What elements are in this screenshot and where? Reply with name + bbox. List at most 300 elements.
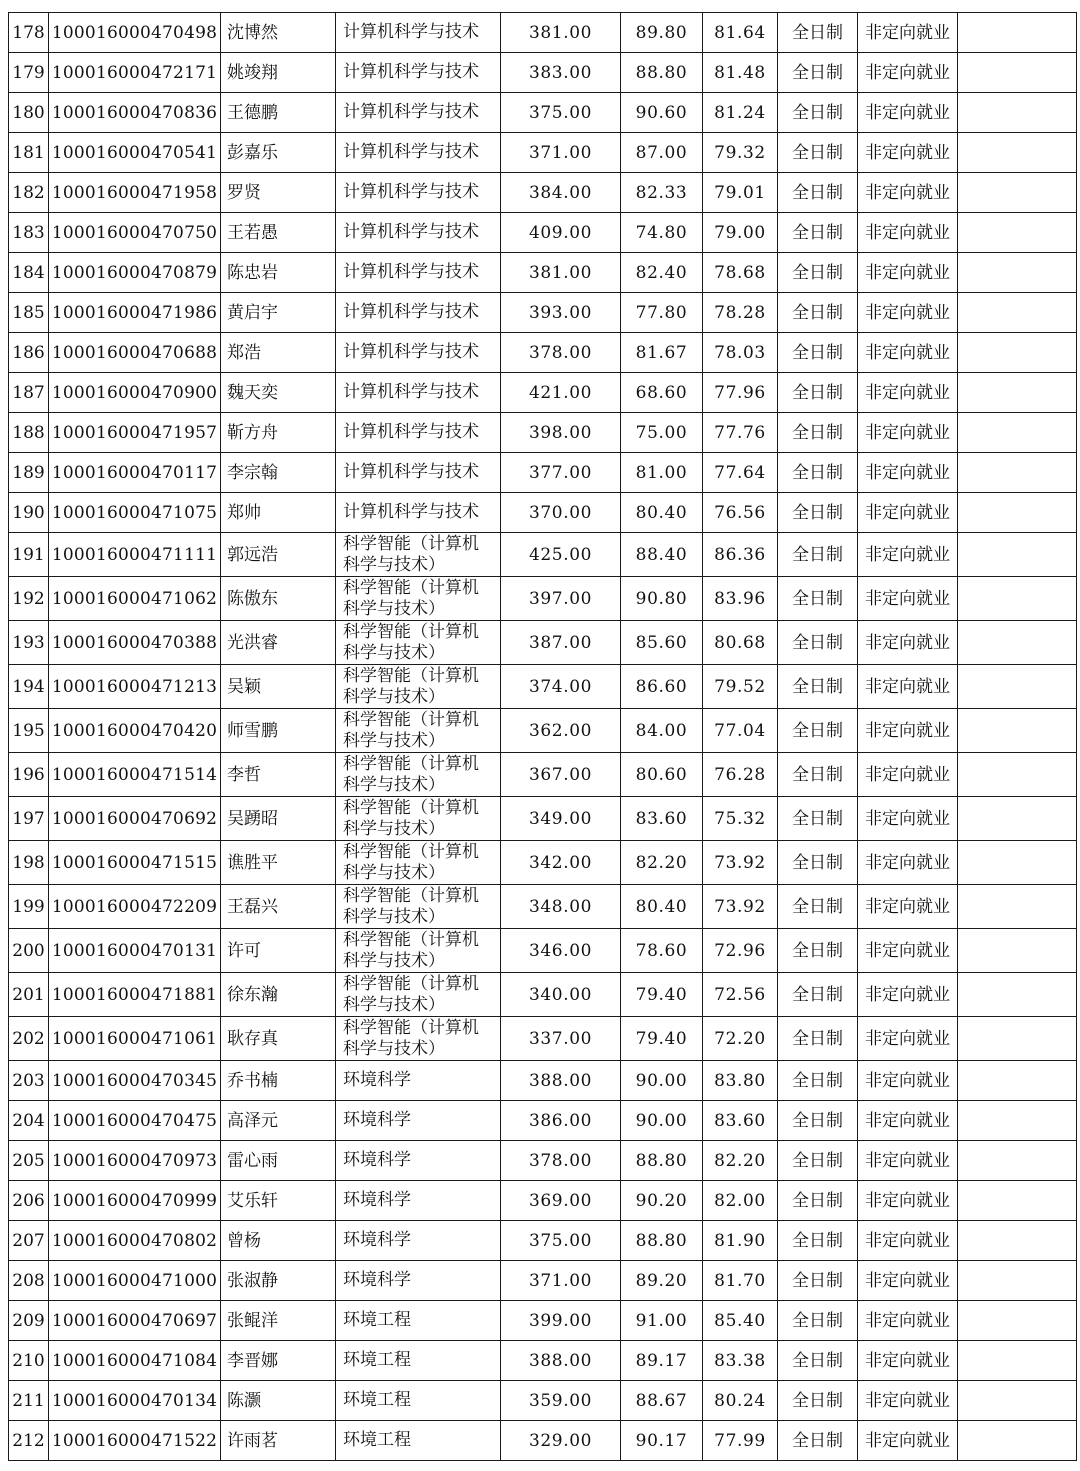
cell-seq-number: 184 (9, 253, 49, 293)
major-line: 计算机科学与技术 (343, 182, 479, 202)
table-row (9, 621, 1077, 665)
major-line: 科学智能（计算机 (343, 929, 479, 950)
cell-initial-score: 375.00 (501, 1221, 621, 1261)
cell-total-score: 83.96 (703, 577, 778, 621)
cell-seq-number: 197 (9, 797, 49, 841)
cell-note (958, 533, 1077, 577)
cell-major (336, 293, 501, 333)
cell-employment-direction: 非定向就业 (858, 973, 958, 1017)
cell-seq-number: 188 (9, 413, 49, 453)
cell-seq-number: 205 (9, 1141, 49, 1181)
cell-total-score: 72.96 (703, 929, 778, 973)
cell-employment-direction: 非定向就业 (858, 621, 958, 665)
cell-study-type: 全日制 (778, 929, 858, 973)
cell-candidate-name: 靳方舟 (221, 413, 336, 453)
cell-seq-number: 190 (9, 493, 49, 533)
cell-major (336, 665, 501, 709)
cell-major (336, 1221, 501, 1261)
cell-retest-score: 81.67 (621, 333, 703, 373)
cell-employment-direction: 非定向就业 (858, 53, 958, 93)
cell-retest-score: 90.00 (621, 1101, 703, 1141)
cell-seq-number: 201 (9, 973, 49, 1017)
cell-seq-number: 198 (9, 841, 49, 885)
cell-seq-number: 187 (9, 373, 49, 413)
cell-employment-direction: 非定向就业 (858, 929, 958, 973)
major-line: 计算机科学与技术 (343, 222, 479, 242)
major-line: 环境工程 (343, 1350, 411, 1370)
cell-candidate-name: 陈灏 (221, 1381, 336, 1421)
cell-seq-number: 195 (9, 709, 49, 753)
cell-candidate-name: 李晋娜 (221, 1341, 336, 1381)
cell-candidate-name: 陈忠岩 (221, 253, 336, 293)
cell-retest-score: 88.80 (621, 1221, 703, 1261)
cell-exam-id: 100016000471061 (49, 1017, 221, 1061)
cell-major (336, 885, 501, 929)
cell-note (958, 841, 1077, 885)
cell-study-type: 全日制 (778, 841, 858, 885)
cell-exam-id: 100016000471515 (49, 841, 221, 885)
table-row (9, 373, 1077, 413)
cell-total-score: 77.76 (703, 413, 778, 453)
cell-study-type: 全日制 (778, 1301, 858, 1341)
cell-employment-direction: 非定向就业 (858, 1017, 958, 1061)
cell-major (336, 797, 501, 841)
cell-candidate-name: 艾乐轩 (221, 1181, 336, 1221)
cell-study-type: 全日制 (778, 373, 858, 413)
cell-note (958, 1341, 1077, 1381)
cell-initial-score: 340.00 (501, 973, 621, 1017)
cell-seq-number: 199 (9, 885, 49, 929)
cell-exam-id: 100016000470802 (49, 1221, 221, 1261)
major-line: 计算机科学与技术 (343, 502, 479, 522)
cell-total-score: 75.32 (703, 797, 778, 841)
cell-seq-number: 202 (9, 1017, 49, 1061)
cell-seq-number: 183 (9, 213, 49, 253)
cell-initial-score: 378.00 (501, 333, 621, 373)
cell-study-type: 全日制 (778, 665, 858, 709)
cell-total-score: 81.70 (703, 1261, 778, 1301)
major-line: 计算机科学与技术 (343, 422, 479, 442)
cell-retest-score: 86.60 (621, 665, 703, 709)
cell-major (336, 1301, 501, 1341)
cell-initial-score: 370.00 (501, 493, 621, 533)
cell-major (336, 133, 501, 173)
cell-study-type: 全日制 (778, 1061, 858, 1101)
cell-seq-number: 186 (9, 333, 49, 373)
cell-employment-direction: 非定向就业 (858, 753, 958, 797)
cell-major (336, 13, 501, 53)
cell-study-type: 全日制 (778, 453, 858, 493)
cell-retest-score: 90.80 (621, 577, 703, 621)
cell-seq-number: 194 (9, 665, 49, 709)
cell-exam-id: 100016000470750 (49, 213, 221, 253)
cell-candidate-name: 黄启宇 (221, 293, 336, 333)
cell-note (958, 53, 1077, 93)
cell-seq-number: 200 (9, 929, 49, 973)
cell-major (336, 1101, 501, 1141)
table-row (9, 453, 1077, 493)
cell-retest-score: 83.60 (621, 797, 703, 841)
major-line: 科学与技术） (343, 730, 445, 751)
cell-initial-score: 367.00 (501, 753, 621, 797)
cell-retest-score: 81.00 (621, 453, 703, 493)
cell-total-score: 83.38 (703, 1341, 778, 1381)
major-line: 科学与技术） (343, 554, 445, 575)
cell-total-score: 73.92 (703, 885, 778, 929)
cell-study-type: 全日制 (778, 1181, 858, 1221)
table-row (9, 1261, 1077, 1301)
cell-initial-score: 377.00 (501, 453, 621, 493)
cell-employment-direction: 非定向就业 (858, 413, 958, 453)
cell-retest-score: 84.00 (621, 709, 703, 753)
cell-total-score: 78.68 (703, 253, 778, 293)
major-line: 科学智能（计算机 (343, 841, 479, 862)
cell-exam-id: 100016000470999 (49, 1181, 221, 1221)
cell-employment-direction: 非定向就业 (858, 1061, 958, 1101)
cell-note (958, 413, 1077, 453)
cell-seq-number: 209 (9, 1301, 49, 1341)
major-line: 计算机科学与技术 (343, 102, 479, 122)
cell-exam-id: 100016000471000 (49, 1261, 221, 1301)
cell-total-score: 78.03 (703, 333, 778, 373)
admission-list-table (8, 12, 1077, 1461)
cell-major (336, 253, 501, 293)
cell-candidate-name: 师雪鹏 (221, 709, 336, 753)
cell-exam-id: 100016000471986 (49, 293, 221, 333)
cell-total-score: 81.48 (703, 53, 778, 93)
major-line: 科学智能（计算机 (343, 753, 479, 774)
cell-total-score: 76.28 (703, 753, 778, 797)
cell-employment-direction: 非定向就业 (858, 1381, 958, 1421)
cell-seq-number: 206 (9, 1181, 49, 1221)
cell-total-score: 78.28 (703, 293, 778, 333)
cell-exam-id: 100016000471957 (49, 413, 221, 453)
cell-retest-score: 91.00 (621, 1301, 703, 1341)
cell-candidate-name: 王德鹏 (221, 93, 336, 133)
cell-study-type: 全日制 (778, 133, 858, 173)
cell-study-type: 全日制 (778, 13, 858, 53)
table-row (9, 93, 1077, 133)
cell-employment-direction: 非定向就业 (858, 373, 958, 413)
cell-seq-number: 204 (9, 1101, 49, 1141)
cell-employment-direction: 非定向就业 (858, 709, 958, 753)
cell-employment-direction: 非定向就业 (858, 533, 958, 577)
cell-exam-id: 100016000472171 (49, 53, 221, 93)
cell-initial-score: 329.00 (501, 1421, 621, 1461)
major-line: 环境科学 (343, 1070, 411, 1090)
cell-employment-direction: 非定向就业 (858, 293, 958, 333)
major-line: 科学智能（计算机 (343, 709, 479, 730)
cell-employment-direction: 非定向就业 (858, 1221, 958, 1261)
cell-note (958, 1381, 1077, 1421)
cell-candidate-name: 乔书楠 (221, 1061, 336, 1101)
cell-candidate-name: 许雨茗 (221, 1421, 336, 1461)
cell-major (336, 373, 501, 413)
cell-employment-direction: 非定向就业 (858, 13, 958, 53)
cell-retest-score: 90.20 (621, 1181, 703, 1221)
cell-major (336, 1381, 501, 1421)
cell-employment-direction: 非定向就业 (858, 1261, 958, 1301)
cell-seq-number: 207 (9, 1221, 49, 1261)
cell-initial-score: 371.00 (501, 1261, 621, 1301)
cell-initial-score: 387.00 (501, 621, 621, 665)
cell-initial-score: 383.00 (501, 53, 621, 93)
cell-candidate-name: 魏天奕 (221, 373, 336, 413)
cell-initial-score: 375.00 (501, 93, 621, 133)
table-row (9, 413, 1077, 453)
cell-exam-id: 100016000470420 (49, 709, 221, 753)
cell-retest-score: 90.17 (621, 1421, 703, 1461)
cell-retest-score: 68.60 (621, 373, 703, 413)
cell-seq-number: 181 (9, 133, 49, 173)
cell-major (336, 1261, 501, 1301)
cell-employment-direction: 非定向就业 (858, 1341, 958, 1381)
table-row (9, 797, 1077, 841)
cell-seq-number: 212 (9, 1421, 49, 1461)
cell-candidate-name: 吴踴昭 (221, 797, 336, 841)
cell-note (958, 493, 1077, 533)
cell-retest-score: 79.40 (621, 1017, 703, 1061)
major-line: 环境科学 (343, 1110, 411, 1130)
major-line: 科学与技术） (343, 950, 445, 971)
major-line: 科学与技术） (343, 642, 445, 663)
cell-employment-direction: 非定向就业 (858, 885, 958, 929)
cell-study-type: 全日制 (778, 293, 858, 333)
table-row (9, 929, 1077, 973)
table-row (9, 1221, 1077, 1261)
cell-seq-number: 210 (9, 1341, 49, 1381)
table-row (9, 841, 1077, 885)
cell-seq-number: 193 (9, 621, 49, 665)
cell-note (958, 885, 1077, 929)
cell-note (958, 1181, 1077, 1221)
major-line: 科学智能（计算机 (343, 973, 479, 994)
cell-total-score: 73.92 (703, 841, 778, 885)
cell-exam-id: 100016000471881 (49, 973, 221, 1017)
cell-study-type: 全日制 (778, 973, 858, 1017)
major-line: 环境科学 (343, 1190, 411, 1210)
cell-exam-id: 100016000470697 (49, 1301, 221, 1341)
cell-retest-score: 89.80 (621, 13, 703, 53)
major-line: 科学智能（计算机 (343, 533, 479, 554)
cell-major (336, 929, 501, 973)
cell-initial-score: 388.00 (501, 1341, 621, 1381)
cell-candidate-name: 王若愚 (221, 213, 336, 253)
cell-exam-id: 100016000470475 (49, 1101, 221, 1141)
cell-study-type: 全日制 (778, 1261, 858, 1301)
cell-major (336, 1017, 501, 1061)
cell-retest-score: 82.40 (621, 253, 703, 293)
cell-note (958, 621, 1077, 665)
cell-exam-id: 100016000471111 (49, 533, 221, 577)
cell-candidate-name: 曾杨 (221, 1221, 336, 1261)
cell-note (958, 797, 1077, 841)
table-row (9, 577, 1077, 621)
cell-employment-direction: 非定向就业 (858, 453, 958, 493)
table-row (9, 1141, 1077, 1181)
cell-candidate-name: 王磊兴 (221, 885, 336, 929)
cell-major (336, 53, 501, 93)
cell-employment-direction: 非定向就业 (858, 133, 958, 173)
cell-exam-id: 100016000470134 (49, 1381, 221, 1421)
cell-initial-score: 425.00 (501, 533, 621, 577)
major-line: 计算机科学与技术 (343, 302, 479, 322)
cell-study-type: 全日制 (778, 1101, 858, 1141)
cell-total-score: 81.24 (703, 93, 778, 133)
cell-total-score: 82.00 (703, 1181, 778, 1221)
cell-retest-score: 87.00 (621, 133, 703, 173)
cell-employment-direction: 非定向就业 (858, 173, 958, 213)
major-line: 科学与技术） (343, 598, 445, 619)
cell-exam-id: 100016000470388 (49, 621, 221, 665)
cell-candidate-name: 谯胜平 (221, 841, 336, 885)
cell-exam-id: 100016000470131 (49, 929, 221, 973)
cell-retest-score: 80.60 (621, 753, 703, 797)
major-line: 科学智能（计算机 (343, 1017, 479, 1038)
cell-initial-score: 342.00 (501, 841, 621, 885)
cell-initial-score: 386.00 (501, 1101, 621, 1141)
cell-candidate-name: 雷心雨 (221, 1141, 336, 1181)
cell-initial-score: 346.00 (501, 929, 621, 973)
cell-note (958, 1061, 1077, 1101)
cell-initial-score: 349.00 (501, 797, 621, 841)
cell-total-score: 85.40 (703, 1301, 778, 1341)
cell-candidate-name: 许可 (221, 929, 336, 973)
cell-major (336, 533, 501, 577)
cell-employment-direction: 非定向就业 (858, 1181, 958, 1221)
cell-initial-score: 359.00 (501, 1381, 621, 1421)
cell-major (336, 577, 501, 621)
cell-note (958, 213, 1077, 253)
cell-note (958, 13, 1077, 53)
cell-major (336, 173, 501, 213)
table-row (9, 1061, 1077, 1101)
cell-employment-direction: 非定向就业 (858, 213, 958, 253)
cell-employment-direction: 非定向就业 (858, 797, 958, 841)
major-line: 科学智能（计算机 (343, 885, 479, 906)
cell-study-type: 全日制 (778, 709, 858, 753)
cell-total-score: 72.56 (703, 973, 778, 1017)
cell-exam-id: 100016000471084 (49, 1341, 221, 1381)
cell-total-score: 80.68 (703, 621, 778, 665)
cell-note (958, 1261, 1077, 1301)
cell-major (336, 1181, 501, 1221)
cell-study-type: 全日制 (778, 93, 858, 133)
cell-initial-score: 393.00 (501, 293, 621, 333)
cell-major (336, 1341, 501, 1381)
cell-exam-id: 100016000470345 (49, 1061, 221, 1101)
cell-retest-score: 77.80 (621, 293, 703, 333)
cell-candidate-name: 郑帅 (221, 493, 336, 533)
cell-retest-score: 79.40 (621, 973, 703, 1017)
major-line: 环境工程 (343, 1390, 411, 1410)
cell-exam-id: 100016000470498 (49, 13, 221, 53)
cell-seq-number: 185 (9, 293, 49, 333)
cell-retest-score: 75.00 (621, 413, 703, 453)
cell-employment-direction: 非定向就业 (858, 253, 958, 293)
cell-initial-score: 381.00 (501, 253, 621, 293)
cell-exam-id: 100016000470973 (49, 1141, 221, 1181)
table-row (9, 333, 1077, 373)
cell-seq-number: 182 (9, 173, 49, 213)
major-line: 科学与技术） (343, 686, 445, 707)
major-line: 计算机科学与技术 (343, 262, 479, 282)
table-row (9, 1381, 1077, 1421)
table-row (9, 1421, 1077, 1461)
table-row (9, 1017, 1077, 1061)
cell-study-type: 全日制 (778, 53, 858, 93)
cell-retest-score: 80.40 (621, 493, 703, 533)
cell-note (958, 93, 1077, 133)
cell-initial-score: 398.00 (501, 413, 621, 453)
cell-exam-id: 100016000470541 (49, 133, 221, 173)
cell-initial-score: 369.00 (501, 1181, 621, 1221)
cell-exam-id: 100016000472209 (49, 885, 221, 929)
cell-note (958, 253, 1077, 293)
cell-retest-score: 89.20 (621, 1261, 703, 1301)
cell-employment-direction: 非定向就业 (858, 93, 958, 133)
cell-total-score: 77.96 (703, 373, 778, 413)
cell-candidate-name: 张淑静 (221, 1261, 336, 1301)
major-line: 环境工程 (343, 1430, 411, 1450)
table-row (9, 173, 1077, 213)
cell-note (958, 173, 1077, 213)
cell-study-type: 全日制 (778, 1221, 858, 1261)
major-line: 科学与技术） (343, 774, 445, 795)
cell-study-type: 全日制 (778, 797, 858, 841)
cell-seq-number: 189 (9, 453, 49, 493)
major-line: 计算机科学与技术 (343, 382, 479, 402)
cell-total-score: 86.36 (703, 533, 778, 577)
cell-retest-score: 74.80 (621, 213, 703, 253)
cell-exam-id: 100016000470900 (49, 373, 221, 413)
cell-total-score: 77.04 (703, 709, 778, 753)
cell-initial-score: 384.00 (501, 173, 621, 213)
cell-employment-direction: 非定向就业 (858, 1141, 958, 1181)
cell-exam-id: 100016000470117 (49, 453, 221, 493)
cell-candidate-name: 郭远浩 (221, 533, 336, 577)
cell-major (336, 413, 501, 453)
cell-retest-score: 82.33 (621, 173, 703, 213)
cell-seq-number: 196 (9, 753, 49, 797)
major-line: 科学智能（计算机 (343, 577, 479, 598)
cell-note (958, 1101, 1077, 1141)
major-line: 科学与技术） (343, 862, 445, 883)
cell-major (336, 621, 501, 665)
cell-study-type: 全日制 (778, 253, 858, 293)
cell-major (336, 213, 501, 253)
cell-candidate-name: 光洪睿 (221, 621, 336, 665)
cell-candidate-name: 高泽元 (221, 1101, 336, 1141)
cell-note (958, 1017, 1077, 1061)
major-line: 计算机科学与技术 (343, 142, 479, 162)
table-row (9, 293, 1077, 333)
cell-exam-id: 100016000471522 (49, 1421, 221, 1461)
cell-candidate-name: 张鲲洋 (221, 1301, 336, 1341)
cell-study-type: 全日制 (778, 1341, 858, 1381)
table-body (9, 13, 1077, 1461)
table-row (9, 213, 1077, 253)
cell-note (958, 133, 1077, 173)
cell-total-score: 83.60 (703, 1101, 778, 1141)
cell-major (336, 493, 501, 533)
cell-total-score: 76.56 (703, 493, 778, 533)
major-line: 科学智能（计算机 (343, 797, 479, 818)
cell-note (958, 1141, 1077, 1181)
table-row (9, 533, 1077, 577)
cell-note (958, 577, 1077, 621)
major-line: 环境科学 (343, 1150, 411, 1170)
